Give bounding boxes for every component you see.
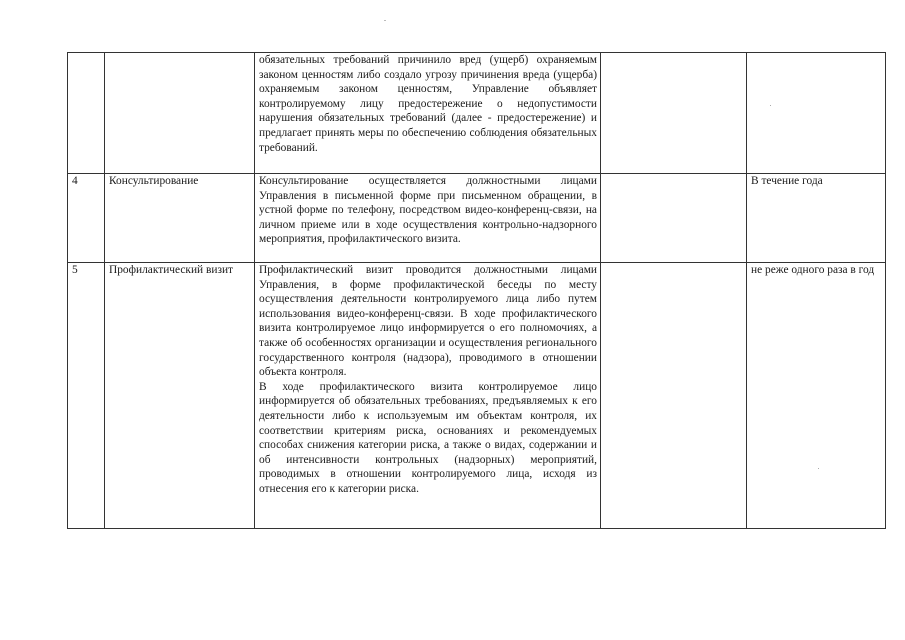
description-paragraph: Профилактический визит проводится должностными лицами Управления, в форме профилактической беседы по месту осуществления деятельности контролируемого лица либо путем использования видео-конференц-связи. В ходе профилактического визита контролируемое лицо информируется о его полномочиях, а также об особенностях организации и осуществления регионального государственного контроля (надзора), проводимого в отношении объекта контроля. [259,264,597,379]
measure-description-cell [255,263,601,529]
deadline-cell: В течение года [747,174,886,263]
prevention-measures-table [67,52,886,529]
scan-speck [770,105,771,106]
responsible-unit-cell [601,263,747,529]
description-paragraph: обязательных требований причинило вред (ущерб) охраняемым законом ценностям либо создало угрозу причинения вреда (ущерба) охраняемым законом ценностям, Управление объявляет контролируемому лицу предостережение о недопустимости нарушения обязательных требований (далее - предостережение) и предлагает принять меры по обеспечению соблюдения обязательных требований. [259,54,597,154]
measure-name-cell [105,53,255,174]
measure-description-cell [255,174,601,263]
table-row-preventive-visit [68,263,886,529]
responsible-unit-cell [601,174,747,263]
description-paragraph: Консультирование осуществляется должностными лицами Управления в письменной форме при письменном обращении, в устной форме по телефону, посредством видео-конференц-связи, на личном приеме или в ходе осуществления контрольно-надзорного мероприятия, профилактического визита. [259,175,597,246]
row-number-cell: 5 [68,263,105,529]
deadline-cell: не реже одного раза в год [747,263,886,529]
measure-name-cell: Консультирование [105,174,255,263]
measure-description-cell [255,53,601,174]
scan-speck [818,468,819,469]
table-row-continuation [68,53,886,174]
deadline-cell [747,53,886,174]
measure-name-cell: Профилактический визит [105,263,255,529]
table-row-consulting [68,174,886,263]
responsible-unit-cell [601,53,747,174]
page-mark [384,20,386,21]
row-number-cell [68,53,105,174]
description-paragraph: В ходе профилактического визита контролируемое лицо информируется об обязательных требованиях, предъявляемых к его деятельности либо к используемым им объектам контроля, их соответствии критериям риска, основаниях и рекомендуемых способах снижения категории риска, а также о видах, содержании и об интенсивности контрольных (надзорных) мероприятий, проводимых в отношении контролируемого лица, исходя из отнесения его к категории риска. [259,380,597,495]
row-number-cell: 4 [68,174,105,263]
